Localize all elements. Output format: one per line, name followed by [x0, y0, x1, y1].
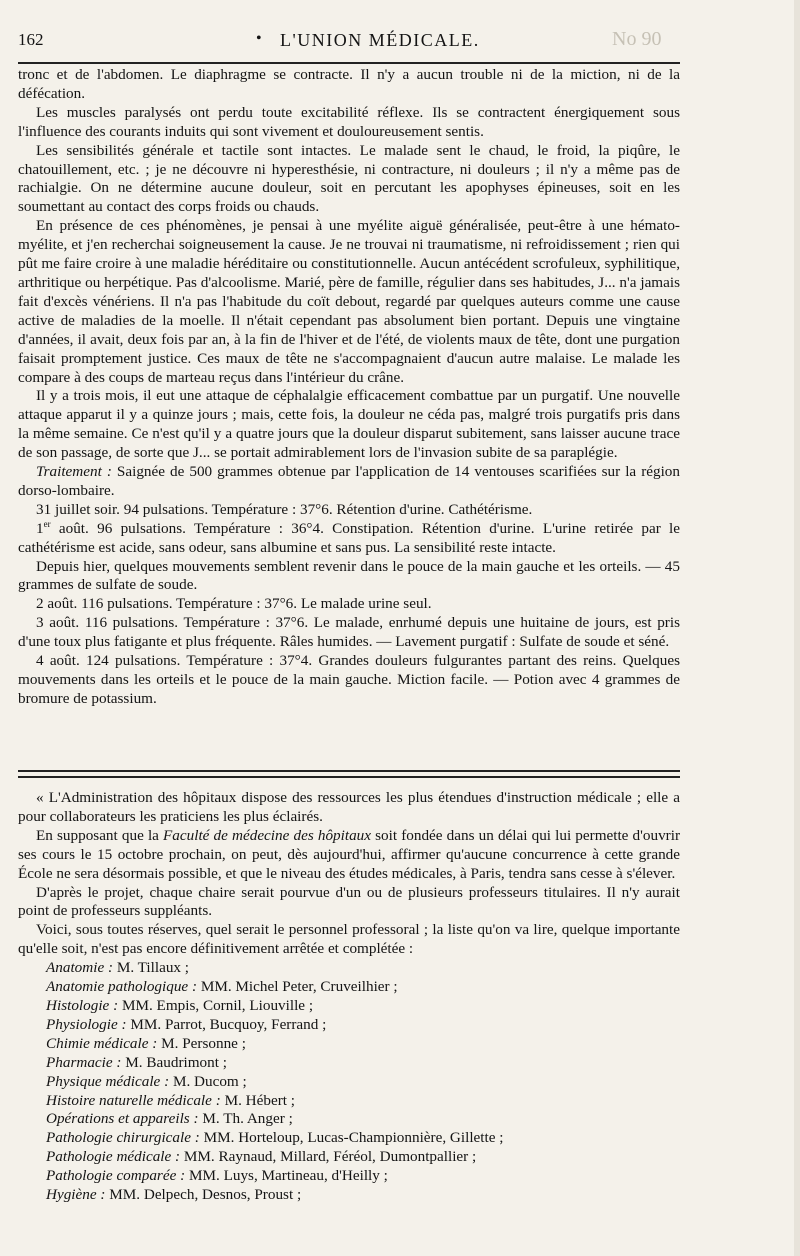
log-day-sup: er	[43, 518, 51, 529]
chair-names: MM. Michel Peter, Cruveilhier ;	[197, 978, 398, 996]
chair-names: MM. Luys, Martineau, d'Heilly ;	[185, 1167, 388, 1185]
header-dot: •	[256, 30, 262, 47]
chair-names: MM. Horteloup, Lucas-Championnière, Gillette ;	[199, 1129, 504, 1147]
chair-subject: Histologie :	[46, 996, 119, 1014]
bleed-through-header: No 90	[612, 28, 662, 50]
log-entry: 3 août. 116 pulsations. Température : 37°6. Le malade, enrhumé depuis une huitaine de jours, est pris d'une toux plus fatigante et plus fréquente. Râles humides. — Lavement purgatif : Sulfate de soude et séné.	[18, 614, 680, 651]
chair-names: MM. Empis, Cornil, Liouville ;	[118, 996, 314, 1014]
chair-entry	[18, 1054, 680, 1073]
page-number: 162	[18, 30, 44, 49]
chair-names: M. Tillaux ;	[113, 959, 190, 977]
professor-list	[18, 959, 680, 1205]
log-entry: 2 août. 116 pulsations. Température : 37°6. Le malade urine seul.	[36, 595, 432, 613]
case-paragraph: En présence de ces phénomènes, je pensai à une myélite aiguë généralisée, peut-être à une hémato-myélite, et j'en recherchai soigneusement la cause. Je ne trouvai ni traumatisme, ni refroidissement ; rien qui pût me faire croire à une maladie héréditaire ou constitutionnelle. Aucun antécédent scrofuleux, syphilitique, arthritique ou herpétique. Pas d'alcoolisme. Marié, père de famille, régulier dans ses habitudes, J... n'a jamais fait d'excès vénériens. Il n'a pas l'habitude du coït debout, regardé par quelques auteurs comme une cause active de maladies de la moelle. Il n'était cependant pas absolument bien portant. Depuis une vingtaine d'années, il avait, deux fois par an, à la fin de l'hiver et de l'été, de violents maux de tête, dont une purgation faisait promptement justice. Ces maux de tête ne s'accompagnaient d'aucun autre malaise. Le malade les compare à des coups de marteau reçus dans l'intérieur du crâne.	[18, 217, 680, 386]
chair-entry	[18, 1035, 680, 1054]
chair-entry	[18, 1167, 680, 1186]
log-entry: Depuis hier, quelques mouvements semblent revenir dans le pouce de la main gauche et les orteils. — 45 grammes de sulfate de soude.	[18, 557, 680, 594]
text-run: En supposant que la	[36, 826, 164, 844]
feuilleton-paragraph	[18, 827, 680, 884]
chair-entry	[18, 1129, 680, 1148]
chair-entry	[18, 1186, 680, 1205]
chair-subject: Physiologie :	[46, 1015, 127, 1033]
log-entry: 4 août. 124 pulsations. Température : 37°4. Grandes douleurs fulgurantes partant des reins. Quelques mouvements dans les orteils et le pouce de la main gauche. Miction facile. — Potion avec 4 grammes de bromure de potassium.	[18, 652, 680, 707]
chair-entry	[18, 1148, 680, 1167]
chair-subject: Pharmacie :	[46, 1053, 122, 1071]
log-text: août. 96 pulsations. Température : 36°4. Constipation. Rétention d'urine. L'urine retirée par le cathétérisme est acide, sans odeur, sans albumine et sans pus. La sensibilité reste intacte.	[18, 519, 681, 556]
chair-subject: Histoire naturelle médicale :	[46, 1091, 221, 1109]
page-header	[18, 26, 682, 56]
chair-entry	[18, 1016, 680, 1035]
chair-subject: Anatomie pathologique :	[46, 978, 198, 996]
chair-entry	[18, 1092, 680, 1111]
chair-names: MM. Raynaud, Millard, Féréol, Dumontpallier ;	[180, 1148, 477, 1166]
chair-names: M. Ducom ;	[169, 1072, 247, 1090]
chair-subject: Pathologie chirurgicale :	[46, 1129, 200, 1147]
chair-names: M. Baudrimont ;	[121, 1053, 227, 1071]
feuilleton-paragraph: Voici, sous toutes réserves, quel serait le personnel professoral ; la liste qu'on va lire, quelque importante qu'elle soit, n'est pas encore définitivement arrêtée et complétée :	[18, 921, 680, 958]
case-paragraph: tronc et de l'abdomen. Le diaphragme se contracte. Il n'y a aucun trouble ni de la miction, ni de la défécation.	[18, 66, 680, 102]
feuilleton-separator-bottom	[18, 776, 680, 778]
chair-subject: Hygiène :	[46, 1186, 106, 1204]
chair-entry	[18, 1110, 680, 1129]
case-report	[18, 66, 680, 709]
chair-subject: Pathologie médicale :	[46, 1148, 181, 1166]
journal-title: L'UNION MÉDICALE.	[280, 30, 480, 50]
faculty-name: Faculté de médecine des hôpitaux	[163, 826, 372, 844]
chair-subject: Chimie médicale :	[46, 1034, 158, 1052]
case-paragraph: Les sensibilités générale et tactile sont intactes. Le malade sent le chaud, le froid, la piqûre, le chatouillement, etc. ; je ne découvre ni hyperesthésie, ni contracture, ni douleurs ; il n'y a même pas de rachialgie. On ne détermine aucune douleur, soit en percutant les apophyses épineuses, soit en les soumettant au contact des corps froids ou chauds.	[18, 141, 680, 216]
chair-entry	[18, 978, 680, 997]
chair-subject: Opérations et appareils :	[46, 1110, 199, 1128]
chair-subject: Anatomie :	[46, 959, 114, 977]
chair-names: M. Th. Anger ;	[198, 1110, 293, 1128]
chair-names: MM. Parrot, Bucquoy, Ferrand ;	[126, 1015, 327, 1033]
chair-entry	[18, 1073, 680, 1092]
header-rule	[18, 62, 680, 64]
case-paragraph: Les muscles paralysés ont perdu toute excitabilité réflexe. Ils se contractent énergiquement sous l'influence des courants induits qui sont vivement et douloureusement sentis.	[18, 103, 680, 140]
feuilleton-separator-top	[18, 770, 680, 772]
chair-subject: Physique médicale :	[46, 1072, 170, 1090]
feuilleton-paragraph: D'après le projet, chaque chaire serait pourvue d'un ou de plusieurs professeurs titulaires. Il n'y aurait point de professeurs suppléants.	[18, 883, 680, 920]
treatment-paragraph	[18, 463, 680, 501]
case-paragraph: Il y a trois mois, il eut une attaque de céphalalgie efficacement combattue par un purgatif. Une nouvelle attaque apparut il y a quinze jours ; mais, cette fois, la douleur ne céda pas, malgré trois purgatifs pris dans la même semaine. Ce n'est qu'il y a quatre jours que la douleur disparut subitement, sans laisser aucune trace de son passage, de sorte que J... se portait admirablement lors de l'invasion subite de sa paraplégie.	[18, 387, 680, 462]
treatment-label: Traitement :	[36, 463, 112, 481]
log-entry	[18, 520, 680, 558]
feuilleton-paragraph: « L'Administration des hôpitaux dispose des ressources les plus étendues d'instruction médicale ; elle a pour collaborateurs les praticiens les plus éclairés.	[18, 789, 680, 825]
chair-names: MM. Delpech, Desnos, Proust ;	[105, 1186, 302, 1204]
chair-entry	[18, 959, 680, 978]
page-edge	[794, 0, 800, 1256]
chair-names: M. Personne ;	[157, 1034, 246, 1052]
chair-entry	[18, 997, 680, 1016]
chair-names: M. Hébert ;	[220, 1091, 295, 1109]
treatment-text: Saignée de 500 grammes obtenue par l'application de 14 ventouses scarifiées sur la région dorso-lombaire.	[18, 463, 680, 499]
text-run: soit fondée dans un délai qui lui permette d'ouvrir ses cours le 15 octobre prochain, on peut, dès aujourd'hui, affirmer qu'aucune concurrence à cette grande École ne sera désormais possible, et que le niveau des études médicales, à Paris, tendra sans cesse à s'élever.	[18, 826, 680, 882]
feuilleton	[18, 789, 680, 1205]
log-entry: 31 juillet soir. 94 pulsations. Température : 37°6. Rétention d'urine. Cathétérisme.	[36, 500, 533, 518]
chair-subject: Pathologie comparée :	[46, 1167, 186, 1185]
log-day: 1	[36, 519, 44, 537]
